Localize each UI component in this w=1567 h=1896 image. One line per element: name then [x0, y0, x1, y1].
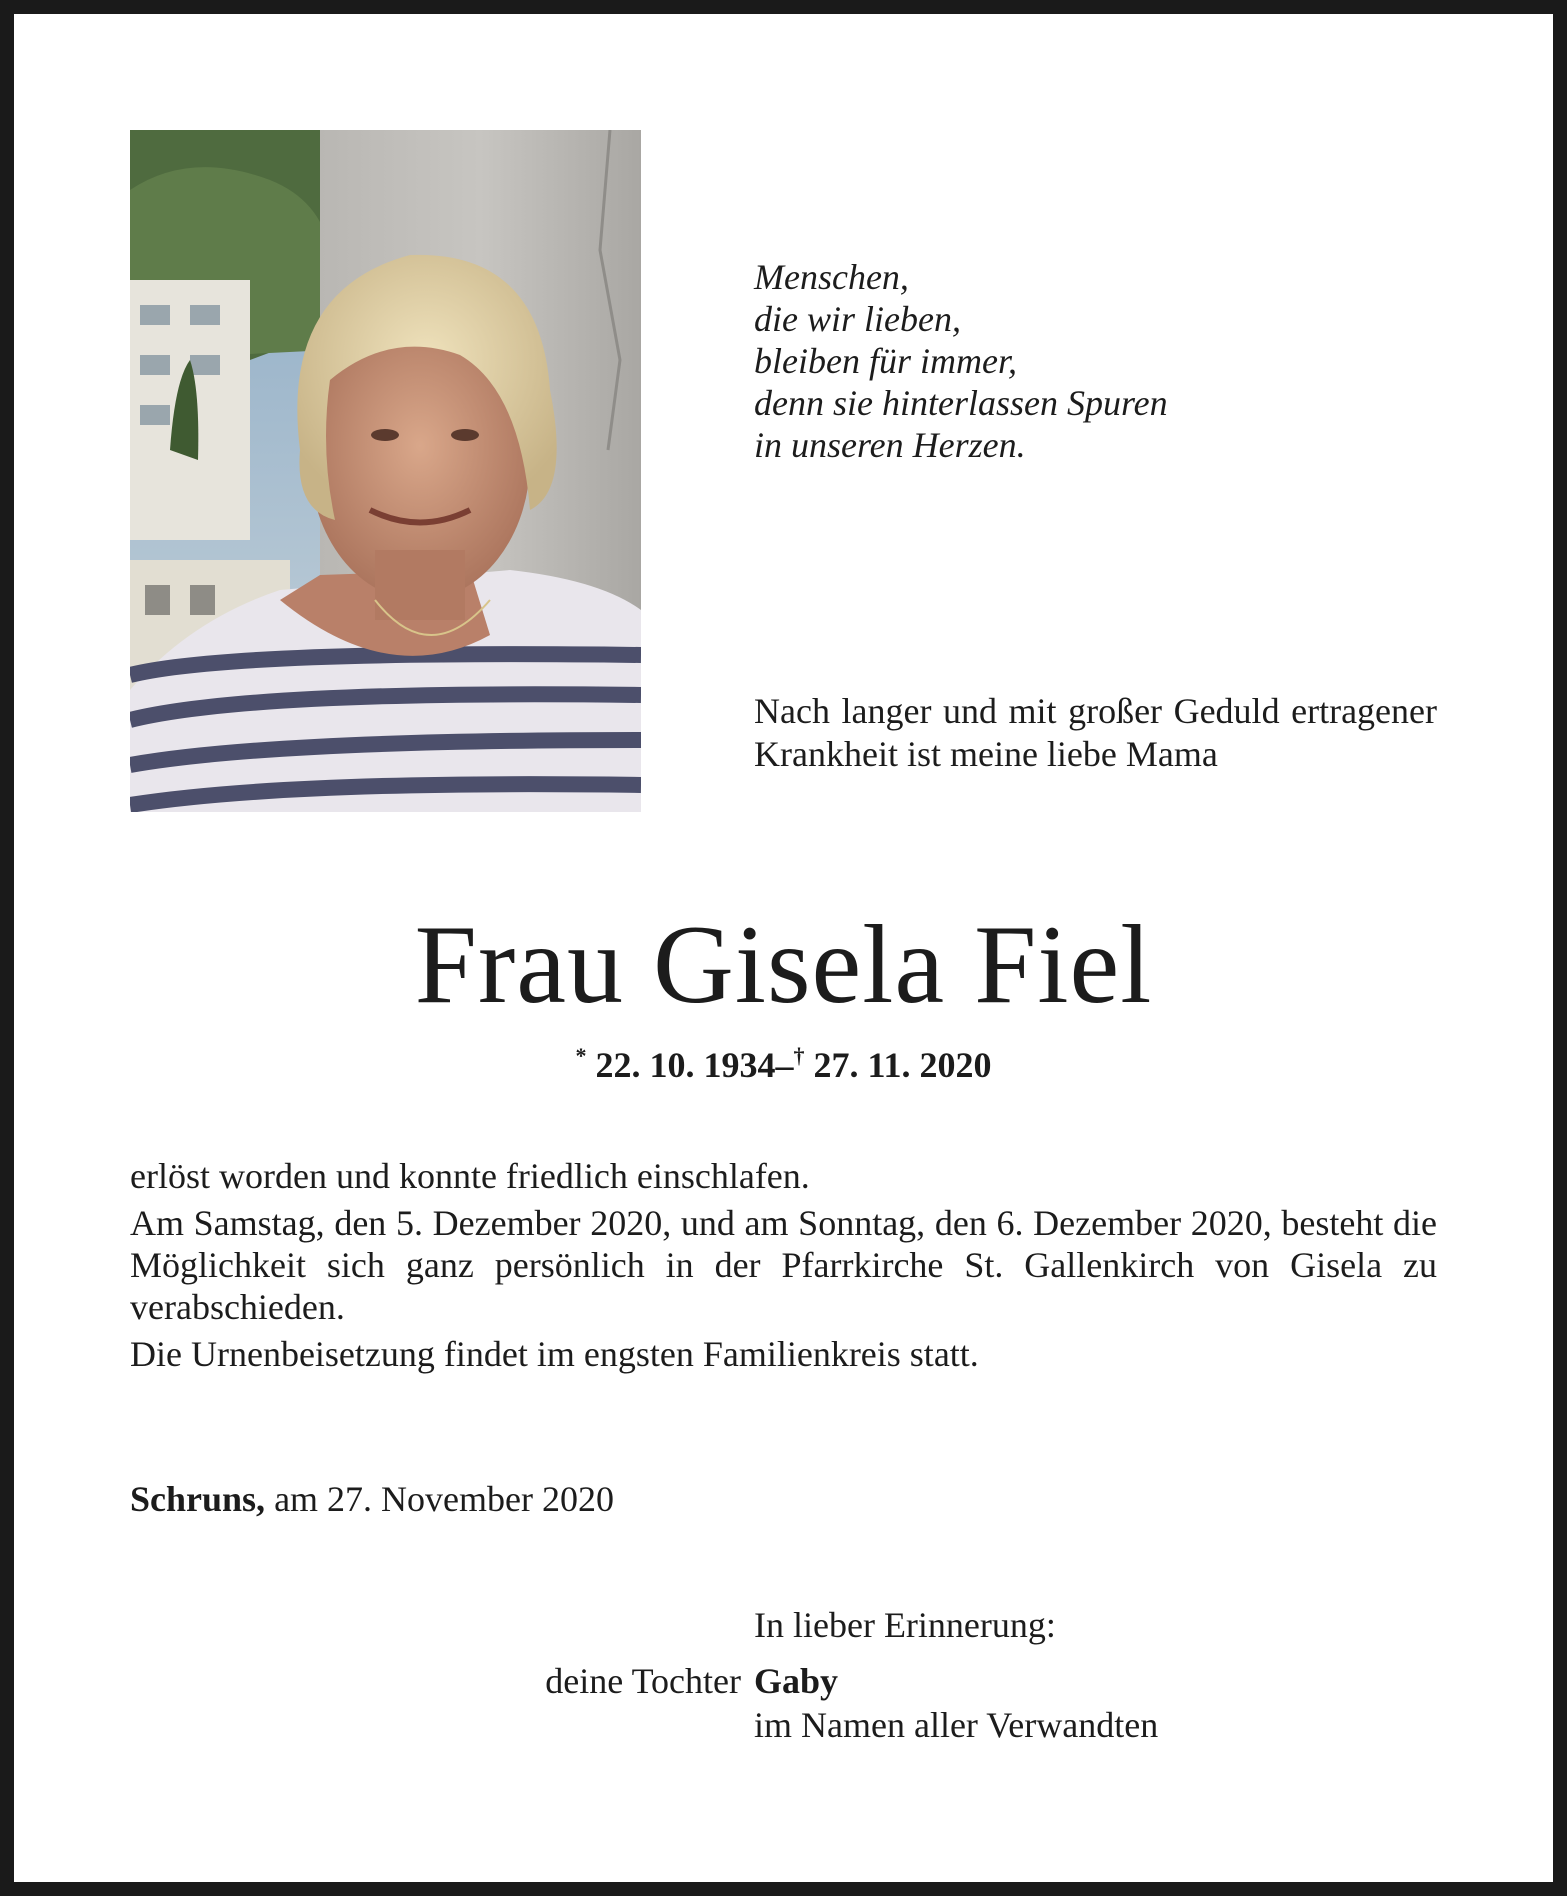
date-separator: – [775, 1045, 794, 1085]
birth-symbol: * [575, 1043, 587, 1068]
portrait-photo [130, 130, 641, 812]
deceased-name: Frau Gisela Fiel [414, 903, 1153, 1027]
poem-line: in unseren Herzen. [754, 425, 1026, 465]
death-date: 27. 11. 2020 [813, 1045, 992, 1085]
signature-relation: deine Tochter [545, 1661, 741, 1701]
poem-line: denn sie hinterlassen Spuren [754, 383, 1168, 423]
body-paragraph: Am Samstag, den 5. Dezember 2020, und am Sonntag, den 6. Dezember 2020, besteht die Möglichkeit sich ganz persönlich in der Pfarrkirche St. Gallenkirch von Gisela zu verabschieden. [130, 1203, 1437, 1327]
notice-date: am 27. November 2020 [274, 1479, 614, 1519]
memorial-poem [754, 256, 1168, 466]
life-dates [0, 1032, 1567, 1089]
signature-subline: im Namen aller Verwandten [754, 1705, 1159, 1745]
place-and-date [130, 1477, 614, 1521]
obituary-body [130, 1155, 1437, 1380]
poem-line: Menschen, [754, 257, 909, 297]
poem-line: bleiben für immer, [754, 341, 1017, 381]
poem-line: die wir lieben, [754, 299, 961, 339]
body-paragraph: Die Urnenbeisetzung findet im engsten Familienkreis statt. [130, 1334, 979, 1374]
birth-date: 22. 10. 1934 [595, 1045, 776, 1085]
signature-name: Gaby [754, 1661, 839, 1701]
body-paragraph: erlöst worden und konnte friedlich einschlafen. [130, 1156, 810, 1196]
intro-text: Nach langer und mit großer Geduld ertragener Krankheit ist meine liebe Mama [754, 691, 1437, 774]
death-symbol: † [793, 1043, 805, 1068]
signature-heading: In lieber Erinnerung: [754, 1605, 1056, 1645]
town-name: Schruns, [130, 1479, 266, 1519]
